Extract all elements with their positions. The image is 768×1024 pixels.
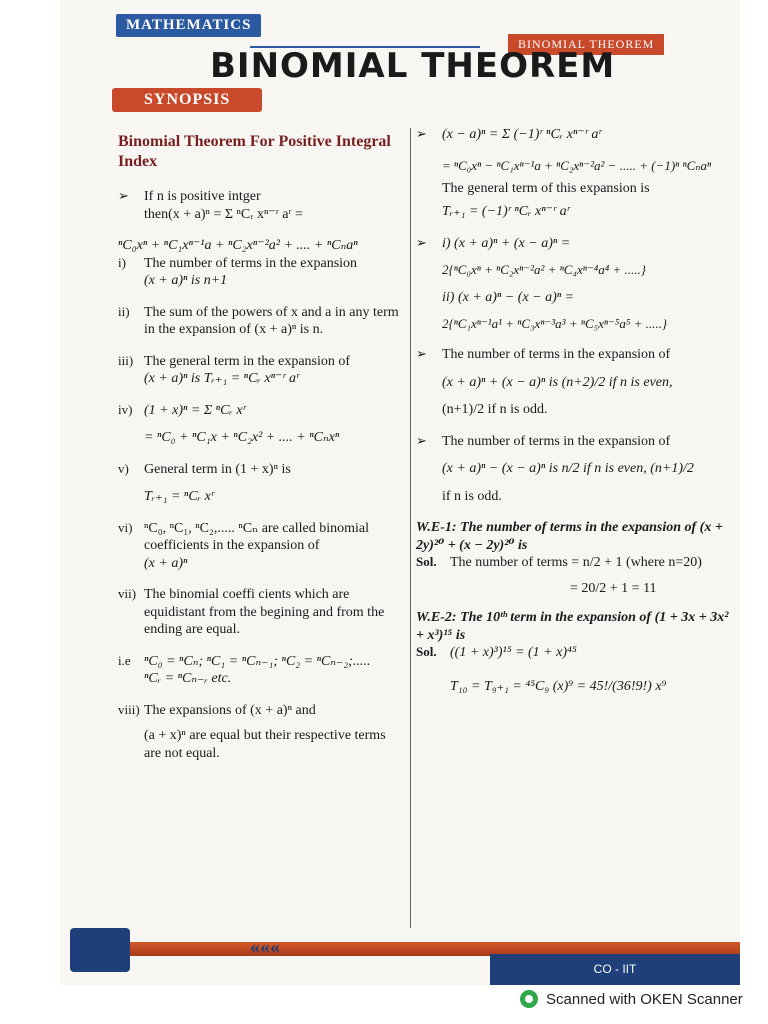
sol-label: Sol. (416, 554, 437, 570)
formula: ((1 + x)³)¹⁵ = (1 + x)⁴⁵ (450, 645, 577, 661)
text-line: The number of terms in the expansion of (442, 433, 671, 449)
item-marker: v) (118, 460, 129, 476)
list-item (118, 353, 404, 388)
solution-1 (416, 554, 732, 597)
text-line: (n+1)/2 if n is odd. (442, 402, 548, 418)
item-marker: i.e (118, 652, 131, 668)
formula: T₁₀ = T₉₊₁ = ⁴⁵C₉ (x)⁹ = 45!/(36!9!) x⁹ (450, 678, 667, 694)
text-line: The number of terms in the expansion of (442, 347, 671, 363)
bullet-marker: ➢ (118, 188, 129, 203)
subject-label: MATHEMATICS (116, 14, 261, 37)
formula: (x − a)ⁿ = Σ (−1)ʳ ⁿCᵣ xⁿ⁻ʳ aʳ (442, 127, 602, 142)
intro-block (118, 188, 404, 223)
synopsis-banner: SYNOPSIS (112, 88, 262, 112)
section-title: Binomial Theorem For Positive Integral Index (118, 133, 391, 170)
item-formula: (x + a)ⁿ (144, 555, 188, 571)
bullet-marker: ➢ (416, 234, 427, 250)
text-line: if n is odd. (442, 488, 502, 504)
worked-example-2: W.E-2: The 10ᵗʰ term in the expansion of (1 + 3x + 3x² + x³)¹⁵ is (416, 610, 729, 643)
item-formula: (x + a)ⁿ is Tᵣ₊₁ = ⁿCᵣ xⁿ⁻ʳ aʳ (144, 371, 300, 386)
solution-2 (416, 644, 732, 695)
bullet-marker: ➢ (416, 346, 427, 362)
terms-count-even-block (416, 346, 732, 419)
formula: = 20/2 + 1 = 11 (570, 580, 657, 596)
item-text: The expansions of (x + a)ⁿ and (144, 702, 316, 718)
formula: 2{ⁿC₀xⁿ + ⁿC₂xⁿ⁻²a² + ⁿC₄xⁿ⁻⁴a⁴ + .....} (442, 262, 646, 278)
formula: (x + a)ⁿ − (x − a)ⁿ is n/2 if n is even, (n+1)/2 (442, 461, 694, 477)
page-footer (60, 926, 740, 985)
item-text: ⁿC₀, ⁿC₁, ⁿC₂,..... ⁿCₙ are called binomial coefficients in the expansion of (144, 520, 369, 553)
formula: = ⁿC₀xⁿ − ⁿC₁xⁿ⁻¹a + ⁿC₂xⁿ⁻²a² − ..... + (−1)ⁿ ⁿCₙaⁿ (442, 157, 712, 173)
item-formula: (x + a)ⁿ is n+1 (144, 273, 228, 288)
scanner-text: Scanned with OKEN Scanner (546, 990, 743, 1008)
item-formula: (a + x)ⁿ are equal but their respective terms are not equal. (144, 728, 386, 761)
footer-label: CO - IIT (490, 954, 740, 985)
chapter-label: BINOMIAL THEOREM (508, 34, 664, 55)
item-marker: viii) (118, 701, 140, 717)
list-item (118, 304, 404, 339)
item-text: The binomial coeffi cients which are equidistant from the begining and from the ending are equal. (144, 587, 385, 637)
list-item (118, 702, 404, 763)
item-text: General term in (1 + x)ⁿ is (144, 461, 291, 477)
list-item (118, 461, 404, 506)
column-divider (410, 128, 411, 928)
sum-block (416, 235, 732, 333)
text-line: The number of terms = n/2 + 1 (where n=20) (450, 555, 702, 571)
item-formula: = ⁿC₀ + ⁿC₁x + ⁿC₂x² + .... + ⁿCₙxⁿ (144, 430, 340, 445)
item-text: (1 + x)ⁿ = Σ ⁿCᵣ xʳ (144, 402, 246, 418)
item-formula: ⁿCᵣ = ⁿCₙ₋ᵣ etc. (144, 671, 232, 686)
item-text: The sum of the powers of x and a in any term in the expansion of (x + a)ⁿ is n. (144, 304, 399, 337)
item-formula: Tᵣ₊₁ = ⁿCᵣ xʳ (144, 489, 214, 504)
formula: ii) (x + a)ⁿ − (x − a)ⁿ = (442, 289, 575, 305)
formula: 2{ⁿC₁xⁿ⁻¹a¹ + ⁿC₃xⁿ⁻³a³ + ⁿC₅xⁿ⁻⁵a⁵ + .....} (442, 316, 668, 331)
sol-label: Sol. (416, 644, 437, 660)
scanner-logo-icon (520, 990, 538, 1008)
formula: i) (x + a)ⁿ + (x − a)ⁿ = (442, 235, 571, 251)
minus-expansion-block (416, 126, 732, 144)
page-title: BINOMIAL THEOREM (210, 46, 616, 86)
chevron-icon: ««« (250, 936, 280, 958)
expansion-formula: ⁿC₀xⁿ + ⁿC₁xⁿ⁻¹a + ⁿC₂xⁿ⁻²a² + .... + ⁿCₙaⁿ (118, 238, 358, 253)
scanner-watermark (520, 990, 743, 1008)
publisher-logo-icon (70, 928, 130, 972)
item-text: The general term in the expansion of (144, 353, 351, 369)
left-column (118, 132, 404, 776)
list-item (118, 255, 404, 290)
text-line: The general term of this expansion is (442, 180, 650, 196)
bullet-marker: ➢ (416, 126, 427, 141)
list-item (118, 520, 404, 573)
terms-count-odd-block (416, 433, 732, 506)
item-text: ⁿC₀ = ⁿCₙ; ⁿC₁ = ⁿCₙ₋₁; ⁿC₂ = ⁿCₙ₋₂;..... (144, 653, 371, 669)
right-column (416, 126, 732, 707)
item-text: The number of terms in the expansion (144, 255, 358, 271)
list-item (118, 402, 404, 447)
worked-example-1: W.E-1: The number of terms in the expansion of (x + 2y)²⁰ + (x − 2y)²⁰ is (416, 520, 723, 553)
formula: (x + a)ⁿ + (x − a)ⁿ is (n+2)/2 if n is even, (442, 374, 673, 390)
list-item (118, 653, 404, 688)
formula: Tᵣ₊₁ = (−1)ʳ ⁿCᵣ xⁿ⁻ʳ aʳ (442, 204, 570, 220)
item-marker: iv) (118, 401, 133, 417)
item-marker: iii) (118, 352, 134, 368)
item-marker: vi) (118, 519, 133, 535)
item-marker: vii) (118, 586, 137, 601)
intro-formula: then(x + a)ⁿ = Σ ⁿCᵣ xⁿ⁻ʳ aʳ = (144, 206, 303, 222)
item-marker: ii) (118, 303, 130, 319)
intro-line: If n is positive intger (144, 189, 261, 204)
bullet-marker: ➢ (416, 432, 427, 448)
item-marker: i) (118, 254, 126, 270)
document-page (60, 0, 740, 985)
list-item (118, 586, 404, 639)
